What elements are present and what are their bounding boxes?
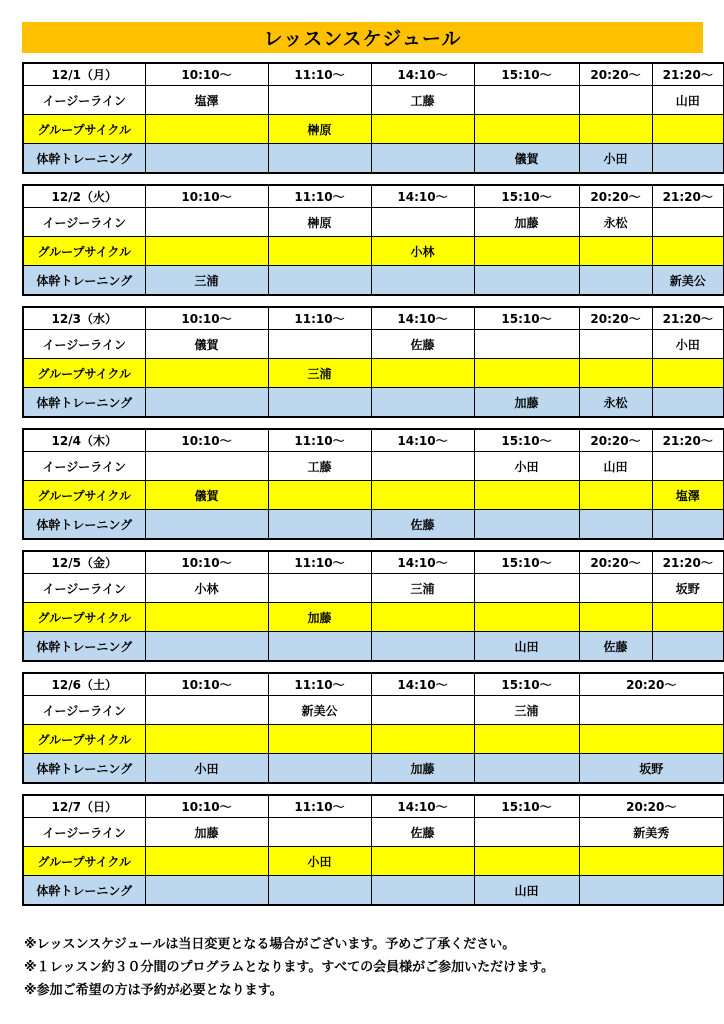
core-training-row bbox=[23, 754, 724, 784]
instructor-cell bbox=[579, 330, 652, 359]
instructor-cell bbox=[268, 144, 371, 174]
time-cell: 14:10～ bbox=[371, 63, 474, 86]
program-label: グループサイクル bbox=[23, 725, 145, 754]
easy-line-row bbox=[23, 574, 724, 603]
time-cell: 11:10～ bbox=[268, 185, 371, 208]
day-table bbox=[22, 428, 724, 540]
program-label: 体幹トレーニング bbox=[23, 510, 145, 540]
time-cell: 20:20～ bbox=[579, 673, 724, 696]
instructor-cell bbox=[145, 510, 268, 540]
core-training-row bbox=[23, 266, 724, 296]
instructor-cell bbox=[371, 144, 474, 174]
group-cycle-row bbox=[23, 237, 724, 266]
note-2: ※１レッスン約３０分間のプログラムとなります。すべての会員様がご参加いただけます。 bbox=[24, 960, 555, 975]
instructor-cell bbox=[268, 330, 371, 359]
instructor-cell bbox=[371, 876, 474, 906]
instructor-cell bbox=[268, 754, 371, 784]
instructor-cell bbox=[474, 754, 579, 784]
instructor-cell bbox=[371, 481, 474, 510]
day-header-row bbox=[23, 307, 724, 330]
instructor-cell bbox=[474, 86, 579, 115]
page-title: レッスンスケジュール bbox=[22, 22, 703, 53]
instructor-cell bbox=[579, 725, 724, 754]
program-label: グループサイクル bbox=[23, 603, 145, 632]
day-header-row bbox=[23, 63, 724, 86]
day-table bbox=[22, 794, 724, 906]
instructor-cell bbox=[268, 632, 371, 662]
instructor-cell bbox=[579, 481, 652, 510]
instructor-cell bbox=[579, 266, 652, 296]
program-label: イージーライン bbox=[23, 452, 145, 481]
instructor-cell bbox=[268, 510, 371, 540]
instructor-cell bbox=[268, 725, 371, 754]
time-cell: 10:10～ bbox=[145, 673, 268, 696]
instructor-cell bbox=[145, 696, 268, 725]
instructor-cell: 小林 bbox=[145, 574, 268, 603]
date-cell: 12/2（火） bbox=[23, 185, 145, 208]
instructor-cell bbox=[652, 632, 724, 662]
group-cycle-row bbox=[23, 603, 724, 632]
instructor-cell bbox=[652, 237, 724, 266]
instructor-cell bbox=[474, 359, 579, 388]
instructor-cell bbox=[145, 388, 268, 418]
time-cell: 14:10～ bbox=[371, 673, 474, 696]
instructor-cell: 佐藤 bbox=[371, 330, 474, 359]
program-label: イージーライン bbox=[23, 208, 145, 237]
time-cell: 10:10～ bbox=[145, 185, 268, 208]
instructor-cell bbox=[579, 603, 652, 632]
group-cycle-row bbox=[23, 481, 724, 510]
instructor-cell: 小田 bbox=[145, 754, 268, 784]
instructor-cell: 佐藤 bbox=[371, 510, 474, 540]
instructor-cell: 佐藤 bbox=[579, 632, 652, 662]
instructor-cell bbox=[145, 632, 268, 662]
instructor-cell bbox=[371, 632, 474, 662]
group-cycle-row bbox=[23, 115, 724, 144]
date-cell: 12/5（金） bbox=[23, 551, 145, 574]
program-label: イージーライン bbox=[23, 86, 145, 115]
instructor-cell: 小田 bbox=[579, 144, 652, 174]
instructor-cell: 塩澤 bbox=[145, 86, 268, 115]
instructor-cell bbox=[579, 696, 724, 725]
instructor-cell: 工藤 bbox=[371, 86, 474, 115]
time-cell: 10:10～ bbox=[145, 551, 268, 574]
program-label: イージーライン bbox=[23, 330, 145, 359]
easy-line-row bbox=[23, 696, 724, 725]
time-cell: 15:10～ bbox=[474, 185, 579, 208]
instructor-cell: 小田 bbox=[268, 847, 371, 876]
easy-line-row bbox=[23, 330, 724, 359]
instructor-cell bbox=[579, 510, 652, 540]
instructor-cell bbox=[652, 115, 724, 144]
instructor-cell bbox=[145, 876, 268, 906]
time-cell: 15:10～ bbox=[474, 307, 579, 330]
note-3: ※参加ご希望の方は予約が必要となります。 bbox=[24, 983, 283, 998]
instructor-cell bbox=[652, 510, 724, 540]
instructor-cell bbox=[268, 481, 371, 510]
instructor-cell bbox=[145, 603, 268, 632]
time-cell: 15:10～ bbox=[474, 429, 579, 452]
instructor-cell: 山田 bbox=[474, 876, 579, 906]
time-cell: 11:10～ bbox=[268, 429, 371, 452]
program-label: 体幹トレーニング bbox=[23, 266, 145, 296]
program-label: 体幹トレーニング bbox=[23, 876, 145, 906]
instructor-cell bbox=[371, 696, 474, 725]
instructor-cell: 加藤 bbox=[268, 603, 371, 632]
time-cell: 21:20～ bbox=[652, 185, 724, 208]
instructor-cell: 山田 bbox=[474, 632, 579, 662]
time-cell: 21:20～ bbox=[652, 63, 724, 86]
day-table bbox=[22, 550, 724, 662]
time-cell: 11:10～ bbox=[268, 307, 371, 330]
instructor-cell bbox=[145, 237, 268, 266]
program-label: グループサイクル bbox=[23, 359, 145, 388]
program-label: グループサイクル bbox=[23, 115, 145, 144]
instructor-cell bbox=[268, 388, 371, 418]
instructor-cell: 榊原 bbox=[268, 115, 371, 144]
instructor-cell: 佐藤 bbox=[371, 818, 474, 847]
day-header-row bbox=[23, 673, 724, 696]
program-label: イージーライン bbox=[23, 696, 145, 725]
instructor-cell: 三浦 bbox=[474, 696, 579, 725]
instructor-cell bbox=[371, 388, 474, 418]
instructor-cell bbox=[474, 266, 579, 296]
instructor-cell bbox=[371, 725, 474, 754]
instructor-cell: 三浦 bbox=[371, 574, 474, 603]
instructor-cell bbox=[268, 266, 371, 296]
instructor-cell bbox=[268, 818, 371, 847]
time-cell: 11:10～ bbox=[268, 63, 371, 86]
instructor-cell bbox=[579, 86, 652, 115]
instructor-cell bbox=[652, 452, 724, 481]
instructor-cell bbox=[268, 574, 371, 603]
time-cell: 20:20～ bbox=[579, 795, 724, 818]
instructor-cell bbox=[474, 603, 579, 632]
time-cell: 15:10～ bbox=[474, 63, 579, 86]
time-cell: 14:10～ bbox=[371, 185, 474, 208]
instructor-cell: 永松 bbox=[579, 388, 652, 418]
instructor-cell bbox=[268, 86, 371, 115]
time-cell: 20:20～ bbox=[579, 63, 652, 86]
program-label: グループサイクル bbox=[23, 847, 145, 876]
program-label: イージーライン bbox=[23, 818, 145, 847]
date-cell: 12/6（土） bbox=[23, 673, 145, 696]
instructor-cell bbox=[579, 115, 652, 144]
note-1: ※レッスンスケジュールは当日変更となる場合がございます。予めご了承ください。 bbox=[24, 937, 516, 952]
instructor-cell: 加藤 bbox=[474, 208, 579, 237]
instructor-cell: 坂野 bbox=[579, 754, 724, 784]
date-cell: 12/1（月） bbox=[23, 63, 145, 86]
easy-line-row bbox=[23, 818, 724, 847]
time-cell: 10:10～ bbox=[145, 795, 268, 818]
time-cell: 11:10～ bbox=[268, 673, 371, 696]
instructor-cell bbox=[145, 208, 268, 237]
instructor-cell: 塩澤 bbox=[652, 481, 724, 510]
instructor-cell bbox=[474, 574, 579, 603]
instructor-cell bbox=[371, 359, 474, 388]
instructor-cell bbox=[579, 237, 652, 266]
instructor-cell bbox=[145, 847, 268, 876]
day-header-row bbox=[23, 551, 724, 574]
instructor-cell bbox=[371, 208, 474, 237]
instructor-cell: 新美秀 bbox=[579, 818, 724, 847]
time-cell: 20:20～ bbox=[579, 185, 652, 208]
instructor-cell bbox=[474, 725, 579, 754]
core-training-row bbox=[23, 388, 724, 418]
instructor-cell bbox=[652, 603, 724, 632]
instructor-cell bbox=[652, 144, 724, 174]
notes bbox=[24, 933, 704, 1002]
program-label: 体幹トレーニング bbox=[23, 388, 145, 418]
instructor-cell: 新美公 bbox=[268, 696, 371, 725]
time-cell: 10:10～ bbox=[145, 429, 268, 452]
instructor-cell: 小田 bbox=[652, 330, 724, 359]
time-cell: 10:10～ bbox=[145, 307, 268, 330]
instructor-cell: 工藤 bbox=[268, 452, 371, 481]
date-cell: 12/7（日） bbox=[23, 795, 145, 818]
instructor-cell: 榊原 bbox=[268, 208, 371, 237]
time-cell: 14:10～ bbox=[371, 307, 474, 330]
program-label: イージーライン bbox=[23, 574, 145, 603]
day-header-row bbox=[23, 429, 724, 452]
instructor-cell bbox=[371, 847, 474, 876]
instructor-cell bbox=[579, 359, 652, 388]
day-header-row bbox=[23, 185, 724, 208]
time-cell: 11:10～ bbox=[268, 551, 371, 574]
date-cell: 12/3（水） bbox=[23, 307, 145, 330]
group-cycle-row bbox=[23, 359, 724, 388]
program-label: グループサイクル bbox=[23, 481, 145, 510]
instructor-cell bbox=[474, 237, 579, 266]
instructor-cell: 新美公 bbox=[652, 266, 724, 296]
instructor-cell bbox=[145, 452, 268, 481]
instructor-cell bbox=[652, 388, 724, 418]
instructor-cell: 三浦 bbox=[268, 359, 371, 388]
program-label: 体幹トレーニング bbox=[23, 754, 145, 784]
time-cell: 15:10～ bbox=[474, 795, 579, 818]
day-table bbox=[22, 306, 724, 418]
easy-line-row bbox=[23, 452, 724, 481]
instructor-cell: 永松 bbox=[579, 208, 652, 237]
core-training-row bbox=[23, 876, 724, 906]
instructor-cell: 三浦 bbox=[145, 266, 268, 296]
instructor-cell bbox=[652, 208, 724, 237]
time-cell: 20:20～ bbox=[579, 429, 652, 452]
time-cell: 11:10～ bbox=[268, 795, 371, 818]
easy-line-row bbox=[23, 86, 724, 115]
instructor-cell bbox=[474, 818, 579, 847]
instructor-cell bbox=[371, 603, 474, 632]
day-table bbox=[22, 184, 724, 296]
day-header-row bbox=[23, 795, 724, 818]
instructor-cell bbox=[268, 237, 371, 266]
instructor-cell bbox=[474, 510, 579, 540]
instructor-cell: 加藤 bbox=[145, 818, 268, 847]
program-label: 体幹トレーニング bbox=[23, 632, 145, 662]
instructor-cell bbox=[652, 359, 724, 388]
time-cell: 21:20～ bbox=[652, 429, 724, 452]
easy-line-row bbox=[23, 208, 724, 237]
instructor-cell: 儀賀 bbox=[145, 481, 268, 510]
time-cell: 14:10～ bbox=[371, 429, 474, 452]
date-cell: 12/4（木） bbox=[23, 429, 145, 452]
instructor-cell: 坂野 bbox=[652, 574, 724, 603]
day-table bbox=[22, 672, 724, 784]
time-cell: 21:20～ bbox=[652, 551, 724, 574]
instructor-cell: 小田 bbox=[474, 452, 579, 481]
instructor-cell: 小林 bbox=[371, 237, 474, 266]
time-cell: 10:10～ bbox=[145, 63, 268, 86]
instructor-cell bbox=[474, 481, 579, 510]
time-cell: 15:10～ bbox=[474, 673, 579, 696]
instructor-cell: 儀賀 bbox=[145, 330, 268, 359]
time-cell: 20:20～ bbox=[579, 307, 652, 330]
core-training-row bbox=[23, 144, 724, 174]
day-table bbox=[22, 62, 724, 174]
instructor-cell bbox=[371, 452, 474, 481]
instructor-cell bbox=[145, 115, 268, 144]
instructor-cell bbox=[474, 330, 579, 359]
instructor-cell: 山田 bbox=[652, 86, 724, 115]
group-cycle-row bbox=[23, 725, 724, 754]
instructor-cell bbox=[474, 847, 579, 876]
program-label: グループサイクル bbox=[23, 237, 145, 266]
instructor-cell: 加藤 bbox=[474, 388, 579, 418]
core-training-row bbox=[23, 510, 724, 540]
group-cycle-row bbox=[23, 847, 724, 876]
instructor-cell bbox=[371, 266, 474, 296]
time-cell: 14:10～ bbox=[371, 795, 474, 818]
instructor-cell: 山田 bbox=[579, 452, 652, 481]
instructor-cell bbox=[474, 115, 579, 144]
core-training-row bbox=[23, 632, 724, 662]
instructor-cell bbox=[371, 115, 474, 144]
instructor-cell bbox=[268, 876, 371, 906]
instructor-cell bbox=[579, 847, 724, 876]
time-cell: 15:10～ bbox=[474, 551, 579, 574]
instructor-cell bbox=[145, 144, 268, 174]
time-cell: 21:20～ bbox=[652, 307, 724, 330]
instructor-cell bbox=[579, 876, 724, 906]
time-cell: 20:20～ bbox=[579, 551, 652, 574]
instructor-cell bbox=[145, 725, 268, 754]
instructor-cell bbox=[579, 574, 652, 603]
program-label: 体幹トレーニング bbox=[23, 144, 145, 174]
instructor-cell bbox=[145, 359, 268, 388]
instructor-cell: 儀賀 bbox=[474, 144, 579, 174]
instructor-cell: 加藤 bbox=[371, 754, 474, 784]
time-cell: 14:10～ bbox=[371, 551, 474, 574]
